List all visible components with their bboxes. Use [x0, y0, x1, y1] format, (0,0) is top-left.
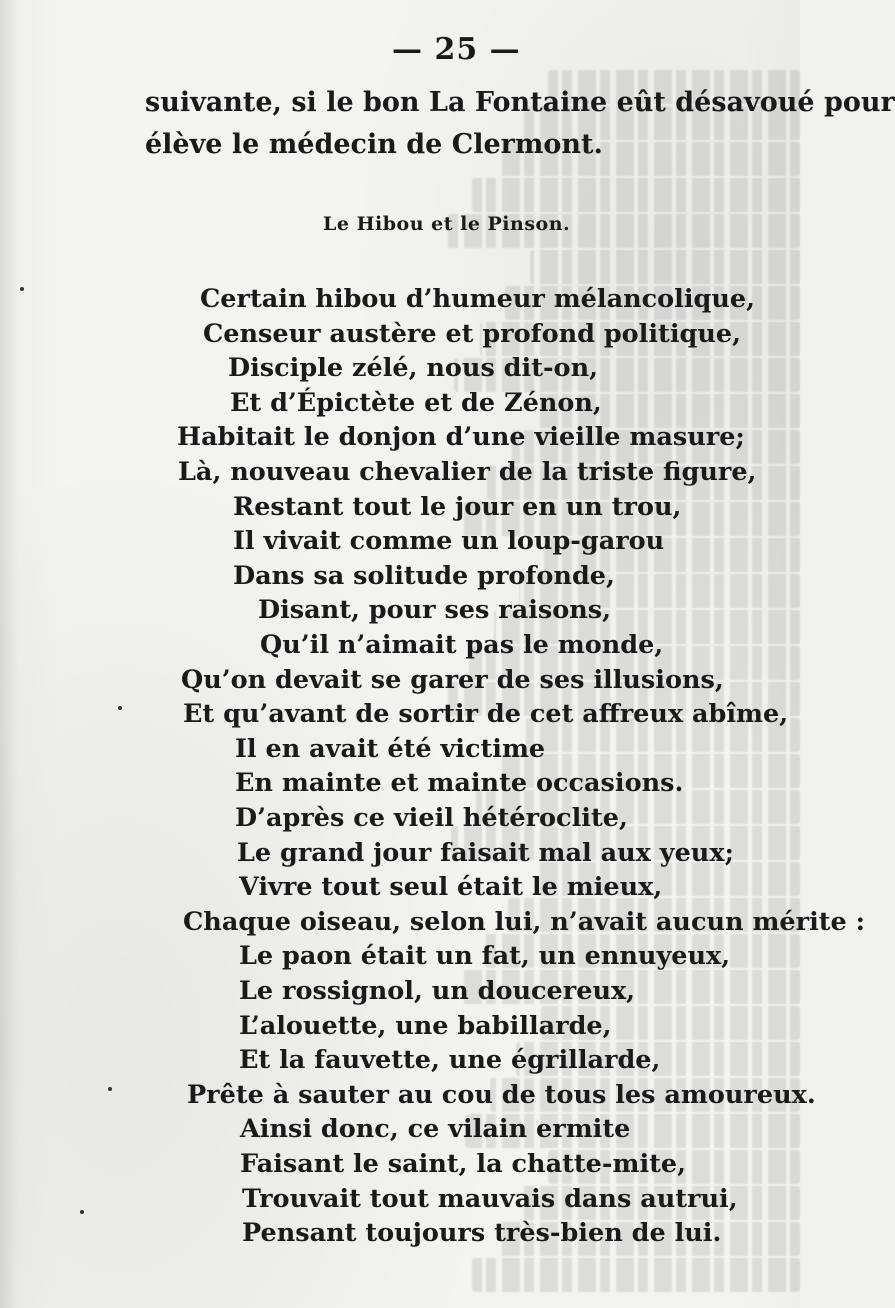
- verse-line: Là, nouveau chevalier de la triste figure,: [178, 457, 757, 487]
- verse-line: Qu’on devait se garer de ses illusions,: [181, 665, 724, 695]
- verse-line: Chaque oiseau, selon lui, n’avait aucun mérite :: [183, 907, 866, 937]
- paper-speck: [80, 1210, 84, 1214]
- verse-line: Le paon était un fat, un ennuyeux,: [239, 941, 731, 971]
- verse-line: Vivre tout seul était le mieux,: [239, 872, 663, 902]
- bleed-line: [472, 1258, 800, 1292]
- verse-line: Faisant le saint, la chatte-mite,: [240, 1149, 687, 1179]
- verse-line: Pensant toujours très-bien de lui.: [242, 1218, 722, 1248]
- verse-line: Dans sa solitude profonde,: [233, 561, 615, 591]
- paper-speck: [20, 287, 24, 291]
- bleed-line: [472, 178, 800, 212]
- verse-line: L’alouette, une babillarde,: [239, 1011, 612, 1041]
- fable-title: Le Hibou et le Pinson.: [323, 213, 571, 235]
- verse-line: Le grand jour faisait mal aux yeux;: [237, 838, 734, 868]
- verse-line: D’après ce vieil hétéroclite,: [235, 803, 628, 833]
- verse-line: En mainte et mainte occasions.: [235, 768, 684, 798]
- verse-line: Qu’il n’aimait pas le monde,: [260, 630, 664, 660]
- verse-line: Le rossignol, un doucereux,: [239, 976, 636, 1006]
- prose-line: élève le médecin de Clermont.: [145, 129, 603, 160]
- verse-line: Ainsi donc, ce vilain ermite: [240, 1114, 631, 1144]
- verse-line: Prête à sauter au cou de tous les amoureux.: [187, 1080, 816, 1110]
- bleed-line: [530, 250, 800, 284]
- verse-line: Restant tout le jour en un trou,: [233, 492, 682, 522]
- verse-line: Trouvait tout mauvais dans autrui,: [242, 1184, 738, 1214]
- verse-line: Et qu’avant de sortir de cet affreux abîme,: [183, 699, 789, 729]
- paper-speck: [108, 1087, 112, 1091]
- page-number: — 25 —: [392, 32, 521, 67]
- prose-line: suivante, si le bon La Fontaine eût désavoué pour: [145, 87, 895, 118]
- verse-line: Censeur austère et profond politique,: [203, 319, 741, 349]
- verse-line: Et d’Épictète et de Zénon,: [230, 388, 602, 418]
- verse-line: Disant, pour ses raisons,: [258, 595, 612, 625]
- paper-speck: [118, 706, 122, 710]
- verse-line: Il vivait comme un loup-garou: [233, 526, 665, 556]
- verse-line: Il en avait été victime: [235, 734, 546, 764]
- verse-line: Disciple zélé, nous dit-on,: [228, 353, 598, 383]
- verse-line: Et la fauvette, une égrillarde,: [239, 1045, 661, 1075]
- verse-line: Certain hibou d’humeur mélancolique,: [200, 284, 756, 314]
- verse-line: Habitait le donjon d’une vieille masure;: [177, 422, 745, 452]
- prose-paragraph: [145, 82, 895, 166]
